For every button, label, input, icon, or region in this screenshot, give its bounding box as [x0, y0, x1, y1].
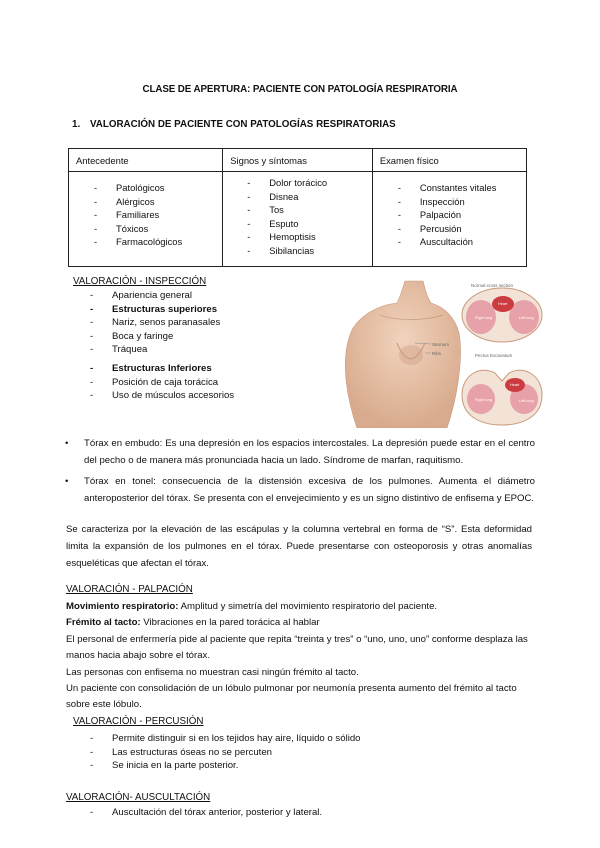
palpacion-heading: VALORACIÓN - PALPACIÓN — [66, 584, 193, 595]
percusion-heading: VALORACIÓN - PERCUSIÓN — [73, 716, 204, 727]
section-number: 1. — [72, 119, 81, 130]
bullet-torax-embudo: • Tórax en embudo: Es una depresión en los espacios intercostales. La depresión puede estar en el centro del pecho o de manera más pronunciada hacia un lado. Síndrome de marfan, raquitismo. — [65, 435, 535, 469]
normal-left-lung-label: Left lung — [519, 316, 534, 320]
list-item: - Apariencia general — [90, 289, 234, 303]
table-cell-signos — [223, 172, 373, 267]
palpacion-paragraph-2: Las personas con enfisema no muestran casi ningún frémito al tacto. — [66, 666, 359, 678]
bullet-torax-tonel: • Tórax en tonel: consecuencia de la distensión excesiva de los pulmones. Aumenta el diámetro anteroposterior del tórax. Se presenta con el envejecimiento y es un signo distintivo de enfisema y EPOC. — [65, 473, 535, 507]
list-item: - Percusión — [398, 222, 526, 236]
list-item: - Tóxicos — [94, 222, 222, 236]
list-item: - Se inicia en la parte posterior. — [90, 759, 361, 773]
pectus-left-lung-label: Left lung — [519, 399, 534, 403]
auscultacion-heading: VALORACIÓN- AUSCULTACIÓN — [66, 792, 211, 803]
movimiento-line — [66, 599, 536, 615]
list-item: - Constantes vitales — [398, 181, 526, 195]
list-item: - Dolor torácico — [247, 176, 372, 190]
pectus-cross-section — [462, 370, 542, 425]
list-item: - Boca y faringe — [90, 330, 234, 344]
bullet-dot-icon: • — [65, 476, 69, 487]
list-item: - Tráquea — [90, 343, 234, 357]
section-heading — [72, 119, 396, 130]
fremito-label: Frémito al tacto: — [66, 617, 141, 629]
pectus-right-lung-label: Right lung — [475, 398, 493, 402]
table-cell-examen — [372, 172, 526, 267]
normal-cross-section — [462, 288, 542, 342]
list-item: - Estructuras Inferiores — [90, 362, 234, 376]
palpacion-paragraph-3: Un paciente con consolidación de un lóbulo pulmonar por neumonía presenta aumento del frémito al tacto sobre este lóbulo. — [66, 683, 517, 711]
table-header-signos: Signos y síntomas — [223, 149, 373, 172]
list-item: - Nariz, senos paranasales — [90, 316, 234, 330]
list-item: - Auscultación del tórax anterior, posterior y lateral. — [90, 806, 322, 820]
list-item: - Alérgicos — [94, 195, 222, 209]
list-item: - Disnea — [247, 190, 372, 204]
palpacion-paragraph-1: El personal de enfermería pide al paciente que repita “treinta y tres” o “uno, uno, uno” conforme desplaza las manos hacia abajo sobre el tórax. — [66, 633, 528, 662]
movimiento-text: Amplitud y simetría del movimiento respiratorio del paciente. — [178, 601, 438, 612]
section-title: VALORACIÓN DE PACIENTE CON PATOLOGÍAS RESPIRATORIAS — [90, 119, 396, 130]
list-item: - Sibilancias — [247, 244, 372, 258]
table-header-examen: Examen físico — [372, 149, 526, 172]
label-normal-section: Normal cross section — [471, 283, 514, 288]
list-item: - Esputo — [247, 217, 372, 231]
normal-heart-label: Heart — [498, 302, 508, 306]
label-pectus: Pectus Excavatum — [475, 353, 513, 358]
table-cell-antecedente — [69, 172, 223, 267]
thorax-illustration — [335, 273, 547, 428]
list-item: - Patológicos — [94, 181, 222, 195]
list-item: - Palpación — [398, 208, 526, 222]
page-title: CLASE DE APERTURA: PACIENTE CON PATOLOGÍA RESPIRATORIA — [142, 84, 458, 95]
list-item: - Permite distinguir si en los tejidos hay aire, líquido o sólido — [90, 732, 361, 746]
pectus-heart-label: Heart — [510, 383, 520, 387]
list-item: - Las estructuras óseas no se percuten — [90, 746, 361, 760]
fremito-line — [66, 615, 536, 631]
label-ribs: Ribs — [432, 351, 442, 356]
palpacion-body — [66, 599, 536, 714]
normal-right-lung-label: Right lung — [475, 316, 493, 320]
list-item: - Auscultación — [398, 235, 526, 249]
paragraph-escapulas: Se caracteriza por la elevación de las escápulas y la columna vertebral en forma de “S”. Esta deformidad limita la expansión de los pulmones en el tórax. Puede presentarse con osteoporosis y otras anomalías esqueléticas que afectan el tórax. — [66, 524, 532, 569]
bullet-dot-icon: • — [65, 438, 69, 449]
list-item: - Hemoptisis — [247, 230, 372, 244]
inspeccion-heading: VALORACIÓN - INSPECCIÓN — [73, 276, 207, 287]
label-sternum: Sternum — [432, 342, 450, 347]
list-item: - Farmacológicos — [94, 235, 222, 249]
list-item: - Estructuras superiores — [90, 303, 234, 317]
list-item: - Posición de caja torácica — [90, 376, 234, 390]
fremito-text: Vibraciones en la pared torácica al hablar — [140, 617, 320, 629]
percusion-list — [90, 732, 361, 773]
list-item: - Uso de músculos accesorios — [90, 389, 234, 403]
auscultacion-list — [90, 806, 322, 820]
assessment-table — [68, 148, 527, 267]
list-item: - Familiares — [94, 208, 222, 222]
table-header-antecedente: Antecedente — [69, 149, 223, 172]
list-item: - Inspección — [398, 195, 526, 209]
movimiento-label: Movimiento respiratorio: — [66, 601, 179, 612]
inspeccion-list — [90, 289, 234, 403]
list-item: - Tos — [247, 203, 372, 217]
chest-shadow — [399, 345, 423, 365]
